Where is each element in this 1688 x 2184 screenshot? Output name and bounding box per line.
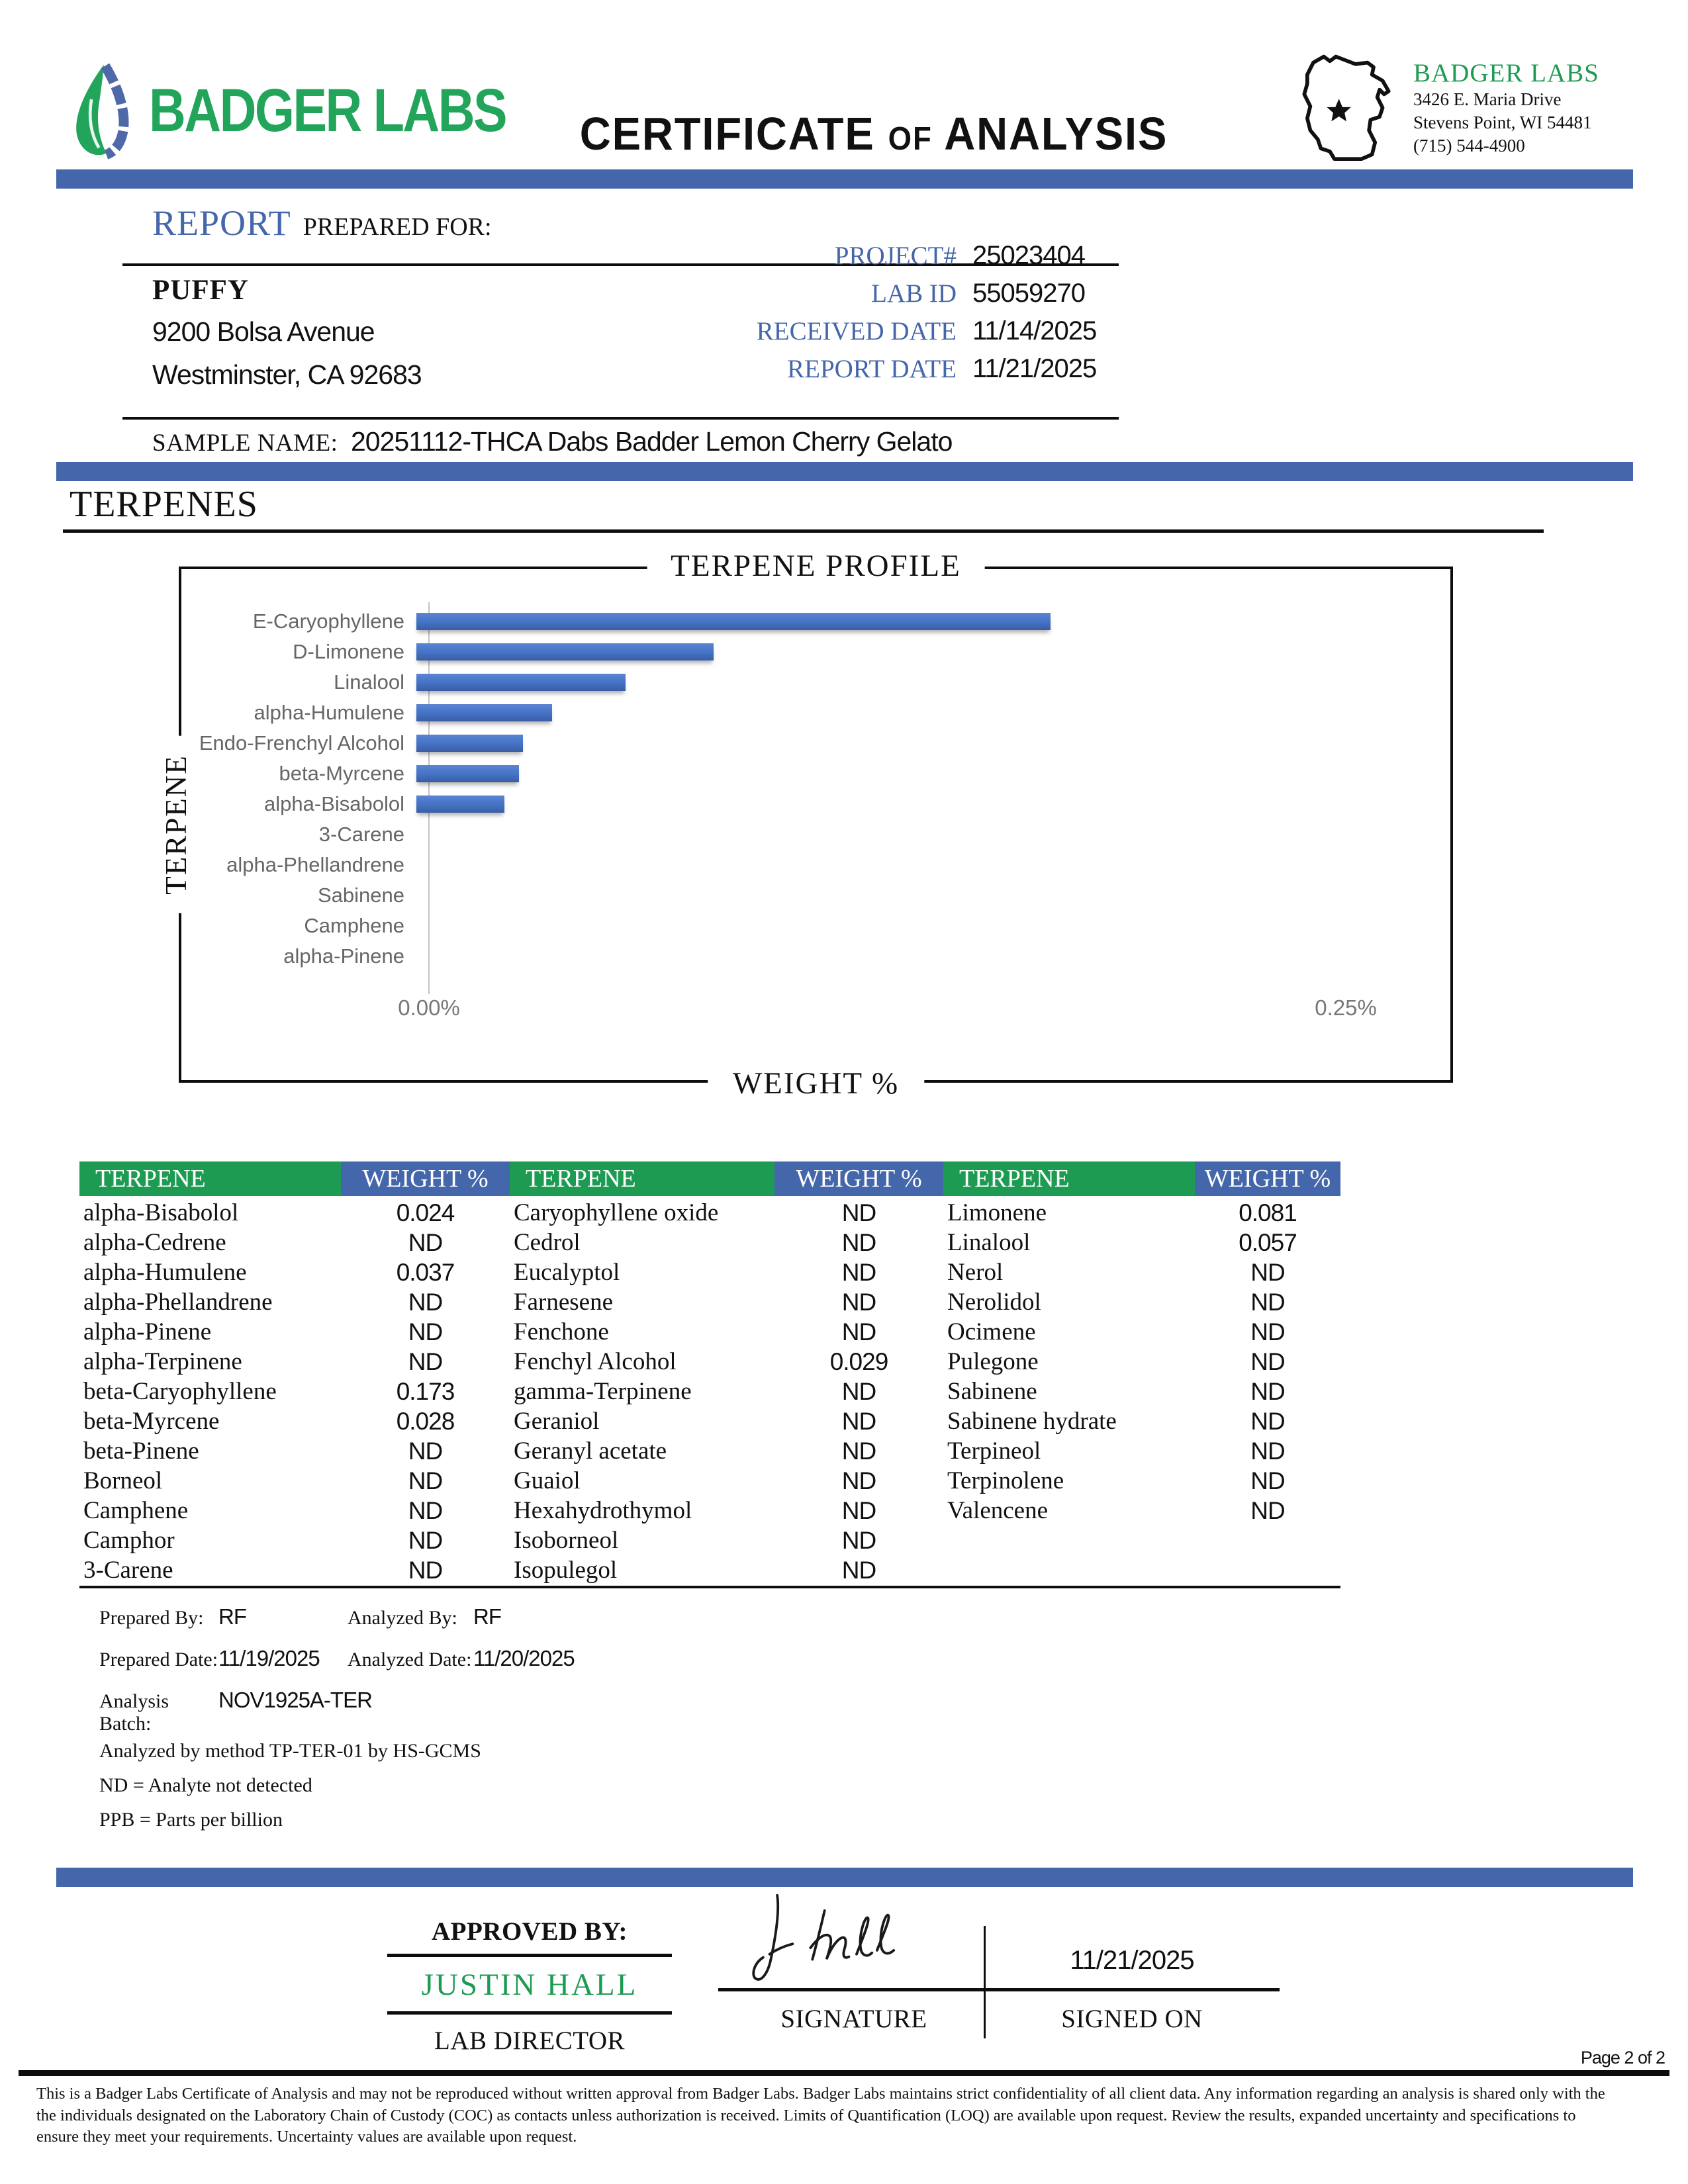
terpene-weight-cell: ND [408, 1497, 443, 1524]
terpene-weight-cell: ND [1250, 1408, 1285, 1435]
lab-director-role: LAB DIRECTOR [434, 2026, 626, 2055]
terpene-weight-cell: ND [408, 1318, 443, 1345]
divider-band [56, 169, 1633, 189]
terpene-name-cell: Borneol [83, 1467, 163, 1494]
terpene-weight-cell: ND [841, 1408, 876, 1435]
chart-bar-row [181, 637, 1450, 667]
approved-by-label: APPROVED BY: [432, 1917, 628, 1946]
table-header-row [79, 1161, 1340, 1196]
terpene-weight-cell: ND [841, 1437, 876, 1465]
terpene-name-cell: Pulegone [947, 1348, 1039, 1375]
chart-title: TERPENE PROFILE [647, 548, 985, 584]
disclaimer [36, 2083, 1668, 2148]
chart-bar-row [181, 698, 1450, 728]
column-header-terpene: TERPENE [79, 1161, 341, 1196]
terpene-weight-cell: ND [408, 1289, 443, 1316]
ppb-note: PPB = Parts per billion [99, 1809, 283, 1831]
report-field-label: LAB ID [871, 279, 957, 308]
chart-category-label: 3-Carene [318, 823, 404, 846]
terpene-weight-cell: ND [408, 1229, 443, 1256]
page-number: Page 2 of 2 [1580, 2048, 1665, 2068]
terpene-weight-cell: ND [841, 1527, 876, 1554]
terpene-name-cell: Fenchyl Alcohol [514, 1348, 677, 1375]
prepared-date-label: Prepared Date: [99, 1649, 218, 1670]
terpene-weight-cell: ND [1250, 1318, 1285, 1345]
analyzed-date-value: 11/20/2025 [473, 1646, 575, 1670]
terpene-name-cell: beta-Myrcene [83, 1408, 220, 1435]
column-header-weight: WEIGHT % [774, 1161, 943, 1196]
column-header-weight: WEIGHT % [1195, 1161, 1340, 1196]
chart-bar-track [416, 728, 1333, 758]
terpene-weight-cell: 0.024 [396, 1199, 455, 1226]
chart-y-axis-label: TERPENE [159, 736, 193, 913]
terpene-profile-chart [160, 549, 1453, 1101]
terpene-weight-cell: ND [1250, 1259, 1285, 1286]
chart-category-label: alpha-Phellandrene [226, 853, 404, 876]
terpene-weight-cell: ND [1250, 1467, 1285, 1494]
chart-x-axis-label: WEIGHT % [708, 1066, 924, 1101]
chart-bar-row [181, 667, 1450, 698]
terpene-name-cell: Isopulegol [514, 1557, 618, 1584]
chart-bar [416, 704, 552, 721]
client-address-line2: Westminster, CA 92683 [152, 359, 422, 390]
terpene-name-cell [943, 1555, 1195, 1585]
terpene-name-cell: Nerolidol [947, 1289, 1041, 1316]
chart-category-label: alpha-Humulene [254, 701, 404, 724]
terpene-weight-cell: ND [1250, 1348, 1285, 1375]
disclaimer-line: ensure they meet your requirements. Uncertainty values are available upon request. [36, 2128, 577, 2146]
terpene-weight-cell: ND [841, 1229, 876, 1256]
terpene-weight-cell: 0.028 [396, 1408, 455, 1435]
terpene-weight-cell: ND [408, 1527, 443, 1554]
section-heading: TERPENES [70, 484, 258, 525]
terpene-weight-cell: ND [408, 1557, 443, 1584]
rule [387, 1954, 672, 1957]
analysis-batch-label: Analysis Batch: [99, 1690, 169, 1735]
report-label: REPORT [152, 203, 291, 243]
report-fields [493, 241, 1115, 392]
badger-labs-logo [56, 61, 574, 160]
terpene-weight-cell: ND [408, 1467, 443, 1494]
rule [63, 529, 1544, 533]
terpene-weight-cell: 0.029 [829, 1348, 888, 1375]
prepared-by-value: RF [218, 1604, 246, 1629]
report-field-value: 25023404 [972, 241, 1085, 270]
terpene-name-cell: Terpineol [947, 1437, 1041, 1465]
column-header-weight: WEIGHT % [341, 1161, 510, 1196]
signature-image [728, 1891, 947, 1987]
chart-category-label: Endo-Frenchyl Alcohol [199, 731, 404, 754]
signature-rule [718, 1988, 1280, 1991]
report-field-label: REPORT DATE [787, 355, 957, 383]
chart-category-label: D-Limonene [293, 640, 404, 663]
terpene-weight-cell: ND [1250, 1437, 1285, 1465]
terpene-name-cell: alpha-Pinene [83, 1318, 212, 1345]
sample-name-value: 20251112-THCA Dabs Badder Lemon Cherry Gelato [351, 426, 953, 457]
analyzed-by-value: RF [473, 1604, 501, 1629]
chart-bar-row [181, 606, 1450, 637]
terpene-weight-cell: ND [1250, 1497, 1285, 1524]
prepared-by-label: Prepared By: [99, 1607, 204, 1629]
chart-bar-track [416, 667, 1333, 698]
chart-bar [416, 765, 519, 782]
terpene-weight-cell: ND [408, 1348, 443, 1375]
terpene-weight-cell: 0.081 [1239, 1199, 1297, 1226]
terpene-name-cell: Limonene [947, 1199, 1047, 1226]
chart-bar [416, 674, 626, 691]
chart-bar-track [416, 758, 1333, 789]
chart-bar [416, 735, 523, 752]
chart-bar-row [181, 819, 1450, 850]
x-tick-max: 0.25% [1315, 995, 1377, 1020]
terpene-weight-cell: ND [1250, 1289, 1285, 1316]
terpene-name-cell: Geraniol [514, 1408, 600, 1435]
report-field-row [493, 279, 1115, 316]
chart-bar-track [416, 789, 1333, 819]
column-header-terpene: TERPENE [510, 1161, 774, 1196]
report-section-heading [152, 203, 492, 244]
terpene-name-cell: beta-Pinene [83, 1437, 199, 1465]
terpene-name-cell: alpha-Phellandrene [83, 1289, 273, 1316]
chart-category-label: Camphene [304, 914, 404, 937]
sample-name-label: SAMPLE NAME: [152, 430, 338, 457]
terpene-weight-cell: ND [841, 1259, 876, 1286]
terpene-name-cell: Sabinene hydrate [947, 1408, 1117, 1435]
analyzed-date-label: Analyzed Date: [348, 1649, 472, 1670]
x-tick-min: 0.00% [398, 995, 460, 1020]
terpene-weight-cell: ND [1250, 1378, 1285, 1405]
terpene-weight-cell: ND [841, 1497, 876, 1524]
terpene-name-cell: beta-Caryophyllene [83, 1378, 277, 1405]
chart-bar-row [181, 789, 1450, 819]
terpene-weight-cell: 0.037 [396, 1259, 455, 1286]
terpene-name-cell: Guaiol [514, 1467, 581, 1494]
terpene-weight-cell: ND [841, 1318, 876, 1345]
chart-category-label: Linalool [334, 670, 404, 694]
terpene-name-cell: Farnesene [514, 1289, 613, 1316]
terpene-name-cell: alpha-Humulene [83, 1259, 247, 1286]
prepared-date-value: 11/19/2025 [218, 1646, 320, 1670]
chart-bar-track [416, 698, 1333, 728]
divider-band [56, 462, 1633, 481]
method-note: Analyzed by method TP-TER-01 by HS-GCMS [99, 1740, 481, 1762]
chart-category-label: E-Caryophyllene [252, 610, 404, 633]
terpene-name-cell: alpha-Bisabolol [83, 1199, 239, 1226]
column-header-terpene: TERPENE [943, 1161, 1195, 1196]
logo-wordmark: BADGER LABS [149, 76, 506, 144]
terpene-weight-cell: ND [841, 1557, 876, 1584]
chart-bar-row [181, 880, 1450, 911]
terpene-weight-cell: 0.173 [396, 1378, 455, 1405]
chart-bar [416, 796, 504, 813]
chart-bar-track [416, 880, 1333, 911]
report-field-label: RECEIVED DATE [756, 317, 957, 345]
chart-bar-row [181, 911, 1450, 941]
signature-divider [984, 1926, 986, 2038]
chart-bar-row [181, 728, 1450, 758]
chart-bar-track [416, 606, 1333, 637]
terpene-name-cell: Ocimene [947, 1318, 1036, 1345]
chart-category-label: alpha-Bisabolol [264, 792, 404, 815]
terpene-name-cell: Camphene [83, 1497, 189, 1524]
chart-bar-row [181, 941, 1450, 972]
terpene-weight-cell [1195, 1555, 1340, 1585]
signature-label: SIGNATURE [780, 2005, 927, 2033]
terpene-name-cell: Isoborneol [514, 1527, 619, 1554]
terpene-name-cell: Camphor [83, 1527, 175, 1554]
terpene-name-cell: Caryophyllene oxide [514, 1199, 719, 1226]
report-field-row [493, 316, 1115, 354]
chart-bar-row [181, 850, 1450, 880]
chart-category-label: alpha-Pinene [283, 944, 404, 968]
terpene-weight-cell: 0.057 [1239, 1229, 1297, 1256]
chart-bar-track [416, 941, 1333, 972]
terpene-name-cell: Fenchone [514, 1318, 609, 1345]
terpene-results-table [79, 1161, 1340, 1585]
chart-category-label: Sabinene [317, 884, 404, 907]
report-field-row [493, 241, 1115, 279]
signed-on-label: SIGNED ON [1061, 2005, 1203, 2033]
rule [122, 417, 1119, 420]
chart-bar [416, 613, 1051, 630]
terpene-name-cell: Linalool [947, 1229, 1031, 1256]
rule [387, 2011, 672, 2015]
terpene-name-cell: Terpinolene [947, 1467, 1064, 1494]
lab-address-line2: Stevens Point, WI 54481 [1413, 113, 1592, 132]
terpene-name-cell: Nerol [947, 1259, 1004, 1286]
chart-bar-row [181, 758, 1450, 789]
lab-phone: (715) 544-4900 [1413, 136, 1525, 156]
report-field-value: 55059270 [972, 279, 1085, 308]
chart-bar-track [416, 850, 1333, 880]
disclaimer-line: the individuals designated on the Laboratory Chain of Custody (COC) as contacts unless authorization is received. Limits of Quantification (LOQ) are available upon request. Review the results, expanded uncertainty and specifications to [36, 2106, 1576, 2124]
wisconsin-map-icon [1286, 44, 1407, 173]
terpene-weight-cell: ND [841, 1467, 876, 1494]
terpene-name-cell: Valencene [947, 1497, 1049, 1524]
client-address-line1: 9200 Bolsa Avenue [152, 316, 375, 347]
terpene-name-cell: 3-Carene [83, 1557, 173, 1584]
chart-bar [416, 643, 714, 660]
report-field-value: 11/14/2025 [972, 316, 1097, 345]
terpene-weight-cell: ND [841, 1378, 876, 1405]
analysis-info [99, 1604, 1092, 1837]
report-field-value: 11/21/2025 [972, 354, 1097, 383]
terpene-weight-cell: ND [841, 1289, 876, 1316]
lab-director-name: JUSTIN HALL [421, 1968, 638, 2002]
terpene-weight-cell: ND [841, 1199, 876, 1226]
terpene-weight-cell: ND [408, 1437, 443, 1465]
analysis-batch-value: NOV1925A-TER [218, 1688, 372, 1712]
terpene-name-cell: Hexahydrothymol [514, 1497, 692, 1524]
lab-address-block [1286, 44, 1599, 173]
terpene-weight-cell [1195, 1525, 1340, 1555]
analyzed-by-label: Analyzed By: [348, 1607, 457, 1629]
leaf-icon [56, 61, 149, 160]
terpene-name-cell: Eucalyptol [514, 1259, 620, 1286]
chart-bar-track [416, 819, 1333, 850]
terpene-name-cell: Cedrol [514, 1229, 581, 1256]
nd-note: ND = Analyte not detected [99, 1774, 312, 1796]
terpene-name-cell: alpha-Terpinene [83, 1348, 242, 1375]
client-name: PUFFY [152, 275, 249, 306]
lab-address-line1: 3426 E. Maria Drive [1413, 89, 1562, 109]
report-field-label: PROJECT# [834, 242, 957, 270]
report-field-row [493, 354, 1115, 392]
disclaimer-line: This is a Badger Labs Certificate of Analysis and may not be reproduced without written approval from Badger Labs. Badger Labs maintains strict confidentiality of all client data. Any information regarding an analysis is shared only with the [36, 2085, 1605, 2103]
terpene-name-cell: Geranyl acetate [514, 1437, 667, 1465]
lab-name: BADGER LABS [1413, 59, 1599, 87]
chart-bar-track [416, 911, 1333, 941]
prepared-for-label: PREPARED FOR: [303, 213, 492, 241]
chart-plot-area [181, 569, 1450, 1080]
signed-on-date: 11/21/2025 [1070, 1946, 1194, 1975]
footer-rule [19, 2070, 1669, 2076]
chart-bar-track [416, 637, 1333, 667]
document-title: CERTIFICATE of ANALYSIS [579, 108, 1168, 159]
terpene-name-cell: gamma-Terpinene [514, 1378, 692, 1405]
chart-category-label: beta-Myrcene [279, 762, 404, 785]
terpene-name-cell: alpha-Cedrene [83, 1229, 226, 1256]
rule [79, 1586, 1340, 1588]
terpene-name-cell [943, 1525, 1195, 1555]
approval-block [387, 1917, 672, 2056]
divider-band [56, 1868, 1633, 1887]
terpene-name-cell: Sabinene [947, 1378, 1037, 1405]
